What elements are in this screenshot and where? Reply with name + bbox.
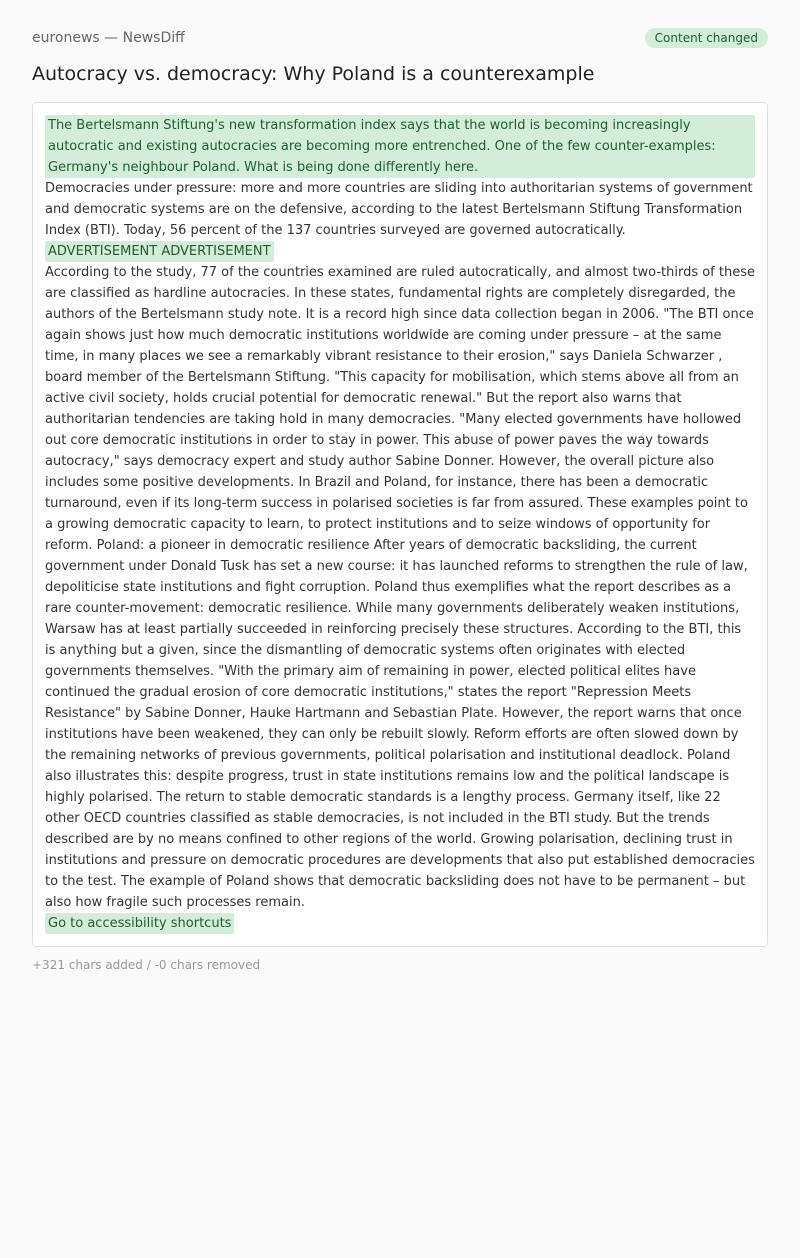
status-badge: Content changed	[645, 28, 768, 48]
diff-summary: +321 chars added / -0 chars removed	[32, 958, 261, 972]
source-label: euronews — NewsDiff	[32, 30, 185, 46]
added-segment-advertisement: ADVERTISEMENT ADVERTISEMENT	[45, 241, 274, 262]
unchanged-segment-intro: Democracies under pressure: more and more countries are sliding into authoritarian systems of government and democratic systems are on the defensive, according to the latest Bertelsmann Stiftung Transformation Index (BTI). Today, 56 percent of the 137 countries surveyed are governed autocratically.	[45, 181, 753, 238]
added-segment-lead: The Bertelsmann Stiftung's new transformation index says that the world is becoming increasingly autocratic and existing autocracies are becoming more entrenched. One of the few counter-examples: Germany's neighbour Poland. What is being done differently here.	[45, 115, 755, 178]
top-bar	[32, 26, 768, 50]
article-title: Autocracy vs. democracy: Why Poland is a counterexample	[32, 63, 595, 85]
added-segment-accessibility-link: Go to accessibility shortcuts	[45, 913, 234, 934]
unchanged-segment-body: According to the study, 77 of the countries examined are ruled autocratically, and almost two-thirds of these are classified as hardline autocracies. In these states, fundamental rights are completely disregarded, the authors of the Bertelsmann study note. It is a record high since data collection began in 2006. "The BTI once again shows just how much democratic institutions worldwide are coming under pressure – at the same time, in many places we see a remarkably vibrant resistance to their erosion," says Daniela Schwarzer , board member of the Bertelsmann Stiftung. "This capacity for mobilisation, which stems above all from an active civil society, holds crucial potential for democratic renewal." But the report also warns that authoritarian tendencies are taking hold in many democracies. "Many elected governments have hollowed out core democratic institutions in order to stay in power. This abuse of power paves the way towards autocracy," says democracy expert and study author Sabine Donner. However, the overall picture also includes some positive developments. In Brazil and Poland, for instance, there has been a democratic turnaround, even if its long-term success in polarised societies is far from assured. These examples point to a growing democratic capacity to learn, to protect institutions and to seize windows of opportunity for reform. Poland: a pioneer in democratic resilience After years of democratic backsliding, the current government under Donald Tusk has set a new course: it has launched reforms to strengthen the rule of law, depoliticise state institutions and fight corruption. Poland thus exemplifies what the report describes as a rare counter-movement: democratic resilience. While many governments deliberately weaken institutions, Warsaw has at least partially succeeded in reinforcing precisely these structures. According to the BTI, this is anything but a given, since the dismantling of democratic systems often originates with elected governments themselves. "With the primary aim of remaining in power, elected political elites have continued the gradual erosion of core democratic institutions," states the report "Repression Meets Resistance" by Sabine Donner, Hauke Hartmann and Sebastian Plate. However, the report warns that once institutions have been weakened, they can only be rebuilt slowly. Reform efforts are often slowed down by the remaining networks of previous governments, political polarisation and institutional deadlock. Poland also illustrates this: despite progress, trust in state institutions remains low and the political landscape is highly polarised. The return to stable democratic standards is a lengthy process. Germany itself, like 22 other OECD countries classified as stable democracies, is not included in the BTI study. But the trends described are by no means confined to other regions of the world. Growing polarisation, declining trust in institutions and pressure on democratic procedures are developments that also put established democracies to the test. The example of Poland shows that democratic backsliding does not have to be permanent – but also how fragile such processes remain.	[45, 265, 755, 910]
diff-content	[32, 102, 768, 947]
